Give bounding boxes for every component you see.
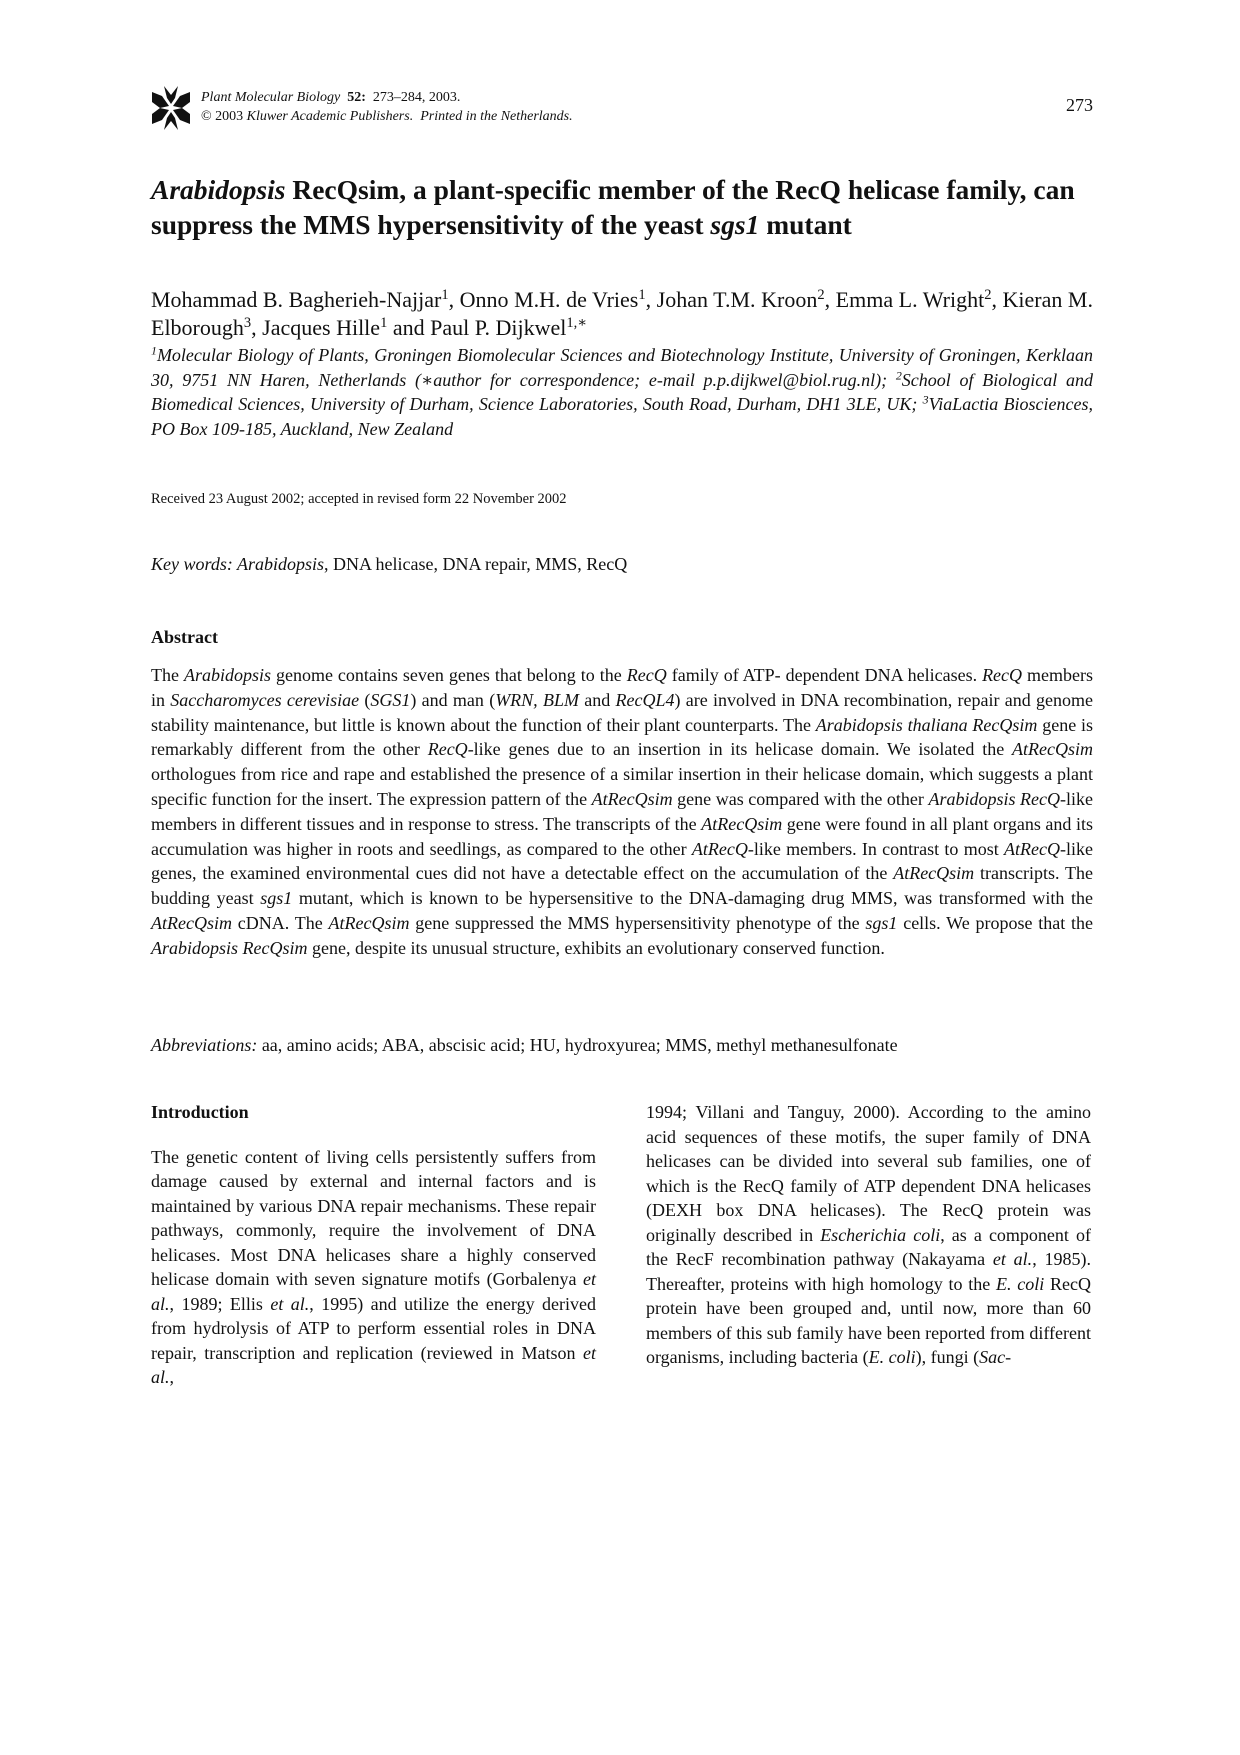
introduction-paragraph-left bbox=[151, 1145, 596, 1390]
intro-italic: E. coli bbox=[996, 1273, 1045, 1294]
author-name: Mohammad B. Bagherieh-Najjar bbox=[151, 287, 442, 312]
abstract-span: gene was compared with the other bbox=[672, 788, 929, 809]
title-end: mutant bbox=[759, 209, 852, 240]
abstract-italic: sgs1 bbox=[865, 912, 898, 933]
intro-span: , 1995) and utilize the energy derived from hydrolysis of ATP to perform essential roles in DNA repair, transcription and replication (reviewed in Matson bbox=[151, 1293, 596, 1363]
intro-span: , 1985). Thereafter, proteins with high homology to the bbox=[646, 1249, 1091, 1294]
abstract-italic: AtRecQsim bbox=[893, 863, 975, 884]
abstract-span: gene suppressed the MMS hypersensitivity phenotype of the bbox=[409, 912, 866, 933]
author-name: , Onno M.H. de Vries bbox=[448, 287, 639, 312]
keywords-label: Key words: Arabidopsis bbox=[151, 554, 325, 574]
journal-pages-year: 273–284, 2003. bbox=[372, 90, 461, 105]
author-list bbox=[151, 286, 1093, 342]
affil-star: ∗ bbox=[421, 369, 434, 390]
abstract-span: and bbox=[578, 689, 616, 710]
author-affil-mark: 1 bbox=[380, 315, 388, 332]
page-number: 273 bbox=[1066, 95, 1093, 115]
introduction-heading: Introduction bbox=[151, 1102, 249, 1122]
intro-italic: et al. bbox=[151, 1269, 596, 1314]
author-name: , Kieran M. Elborough bbox=[151, 287, 1093, 340]
abstract-span: -like members in different tissues and in response to stress. The transcripts of the bbox=[151, 788, 1093, 834]
abstract-italic: RecQ bbox=[982, 665, 1023, 685]
printed-note: Printed in the Netherlands. bbox=[420, 109, 573, 124]
author-name: , Jacques Hille bbox=[251, 315, 381, 340]
abstract-italic: WRN, BLM bbox=[495, 689, 579, 710]
publisher-logo-icon bbox=[152, 86, 190, 130]
keywords-list: , DNA helicase, DNA repair, MMS, RecQ bbox=[324, 554, 628, 574]
author-affil-mark: 1,∗ bbox=[566, 315, 588, 332]
author-affil-mark: 1 bbox=[441, 287, 449, 304]
paper-title bbox=[151, 172, 1101, 242]
abstract-span: The bbox=[151, 665, 184, 685]
intro-span: RecQ protein have been grouped and, until now, more than 60 members of this sub family have been reported from different organisms, including bacteria ( bbox=[646, 1273, 1091, 1367]
abstract-span: ) and man ( bbox=[410, 689, 496, 710]
abbreviations bbox=[151, 1035, 1093, 1056]
abstract-italic: Arabidopsis thaliana RecQsim bbox=[815, 714, 1038, 735]
abstract-italic: AtRecQsim bbox=[1012, 739, 1094, 760]
intro-italic: et al. bbox=[270, 1293, 310, 1314]
intro-span: , 1989; Ellis bbox=[169, 1293, 271, 1314]
journal-line-1 bbox=[201, 88, 573, 107]
author-name: , Emma L. Wright bbox=[824, 287, 985, 312]
intro-italic: E. coli bbox=[868, 1347, 916, 1367]
abstract-text bbox=[151, 663, 1093, 961]
abstract-italic: RecQ bbox=[626, 665, 667, 685]
received-dates: Received 23 August 2002; accepted in revised form 22 November 2002 bbox=[151, 491, 567, 507]
title-main: RecQsim, a plant-specific member of the RecQ helicase family, can suppress the MMS hypersensitivity of the yeast bbox=[151, 174, 1075, 240]
abstract-span: gene is remarkably different from the other bbox=[151, 714, 1094, 760]
journal-name: Plant Molecular Biology bbox=[201, 90, 341, 105]
abstract-span: ) are involved in DNA recombination, repair and genome stability maintenance, but little is known about the function of their plant counterparts. The bbox=[151, 689, 1093, 735]
affil-mark: 1 bbox=[151, 343, 157, 358]
affil-mark: 2 bbox=[895, 367, 902, 382]
abstract-italic: Saccharomyces cerevisiae bbox=[170, 689, 360, 710]
abbreviations-text: aa, amino acids; ABA, abscisic acid; HU, hydroxyurea; MMS, methyl methanesulfonate bbox=[257, 1035, 898, 1055]
abstract-span: orthologues from rice and rape and established the presence of a similar insertion in their helicase domain, which suggests a plant specific function for the insert. The expression pattern of the bbox=[151, 764, 1093, 809]
intro-span: ), fungi ( bbox=[915, 1347, 980, 1367]
left-column bbox=[151, 1100, 596, 1390]
abstract-span: -like members. In contrast to most bbox=[747, 838, 1005, 859]
intro-span: The genetic content of living cells persistently suffers from damage caused by external and internal factors and is maintained by various DNA repair mechanisms. These repair pathways, commonly, require the involvement of DNA helicases. Most DNA helicases share a highly conserved helicase domain with seven signature motifs (Gorbalenya bbox=[151, 1146, 596, 1289]
author-affil-mark: 1 bbox=[638, 287, 646, 304]
copyright-prefix: © 2003 bbox=[201, 109, 244, 124]
abstract-italic: AtRecQ bbox=[1004, 838, 1060, 859]
abstract-italic: Arabidopsis bbox=[183, 665, 271, 685]
abstract-span: cDNA. The bbox=[231, 912, 329, 933]
abstract-span: family of ATP- dependent DNA helicases. bbox=[666, 665, 983, 685]
author-affil-mark: 2 bbox=[817, 287, 825, 304]
intro-italic: Sac- bbox=[979, 1347, 1012, 1367]
abstract-span: -like genes, the examined environmental cues did not have a detectable effect on the accumulation of the bbox=[151, 838, 1093, 884]
abstract-italic: SGS1 bbox=[370, 689, 411, 710]
publisher-name: Kluwer Academic Publishers. bbox=[246, 109, 414, 124]
abstract-italic: Arabidopsis RecQ bbox=[928, 788, 1060, 809]
keywords bbox=[151, 554, 627, 575]
affil-text: School of Biological and Biomedical Sciences, University of Durham, Science Laboratories, South Road, Durham, DH1 3LE, UK; bbox=[151, 369, 1094, 414]
journal-volume: 52: bbox=[347, 90, 366, 105]
author-affil-mark: 2 bbox=[984, 287, 992, 304]
affiliations bbox=[151, 343, 1093, 441]
intro-span: , bbox=[169, 1367, 175, 1387]
affil-mark: 3 bbox=[922, 392, 929, 407]
abbreviations-label: Abbreviations: bbox=[151, 1035, 258, 1055]
abstract-span: gene were found in all plant organs and its accumulation was higher in roots and seedlings, as compared to the other bbox=[151, 813, 1093, 859]
abstract-span: -like genes due to an insertion in its helicase domain. We isolated the bbox=[467, 739, 1013, 760]
intro-italic: et al. bbox=[151, 1342, 596, 1387]
abstract-span: genome contains seven genes that belong to the bbox=[270, 665, 627, 685]
abstract-italic: AtRecQsim bbox=[151, 912, 232, 933]
abstract-span: members in bbox=[151, 665, 1094, 710]
intro-italic: et al. bbox=[992, 1249, 1033, 1269]
author-name: , Johan T.M. Kroon bbox=[645, 287, 818, 312]
right-column bbox=[646, 1100, 1091, 1370]
journal-citation bbox=[201, 88, 573, 126]
abstract-span: cells. We propose that the bbox=[897, 912, 1093, 933]
abstract-italic: AtRecQ bbox=[691, 838, 748, 859]
abstract-italic: AtRecQsim bbox=[328, 912, 410, 933]
abstract-italic: sgs1 bbox=[260, 888, 293, 909]
intro-span: , as a component of the RecF recombination pathway (Nakayama bbox=[646, 1224, 1091, 1269]
abstract-italic: AtRecQsim bbox=[701, 813, 783, 834]
abstract-italic: RecQL4 bbox=[615, 689, 675, 710]
intro-italic: Escherichia coli bbox=[820, 1224, 941, 1245]
title-organism: Arabidopsis bbox=[151, 174, 286, 205]
journal-line-2 bbox=[201, 107, 573, 126]
abstract-span: gene, despite its unusual structure, exhibits an evolutionary conserved function. bbox=[307, 937, 885, 958]
abstract-italic: Arabidopsis RecQsim bbox=[151, 937, 308, 958]
abstract-span: transcripts. The budding yeast bbox=[151, 863, 1093, 909]
affil-text: author for correspondence; e-mail p.p.dijkwel@biol.rug.nl); bbox=[433, 369, 896, 390]
abstract-heading: Abstract bbox=[151, 627, 218, 647]
abstract-span: mutant, which is known to be hypersensitive to the DNA-damaging drug MMS, was transformed with the bbox=[292, 888, 1093, 909]
introduction-paragraph-right bbox=[646, 1100, 1091, 1370]
intro-span: 1994; Villani and Tanguy, 2000). According to the amino acid sequences of these motifs, the super family of DNA helicases can be divided into several sub families, one of which is the RecQ family of ATP dependent DNA helicases (DEXH box DNA helicases). The RecQ protein was originally described in bbox=[646, 1102, 1091, 1245]
abstract-italic: RecQ bbox=[427, 739, 468, 760]
abstract-span: ( bbox=[359, 689, 371, 710]
abstract-italic: AtRecQsim bbox=[591, 788, 673, 809]
affil-text: Molecular Biology of Plants, Groningen Biomolecular Sciences and Biotechnology Institute, University of Groningen, Kerklaan 30, 9751 NN Haren, Netherlands ( bbox=[151, 345, 1093, 390]
author-name: and Paul P. Dijkwel bbox=[387, 315, 567, 340]
author-affil-mark: 3 bbox=[243, 315, 252, 332]
affil-text: ViaLactia Biosciences, PO Box 109-185, Auckland, New Zealand bbox=[151, 394, 1093, 439]
title-gene: sgs1 bbox=[710, 209, 760, 240]
